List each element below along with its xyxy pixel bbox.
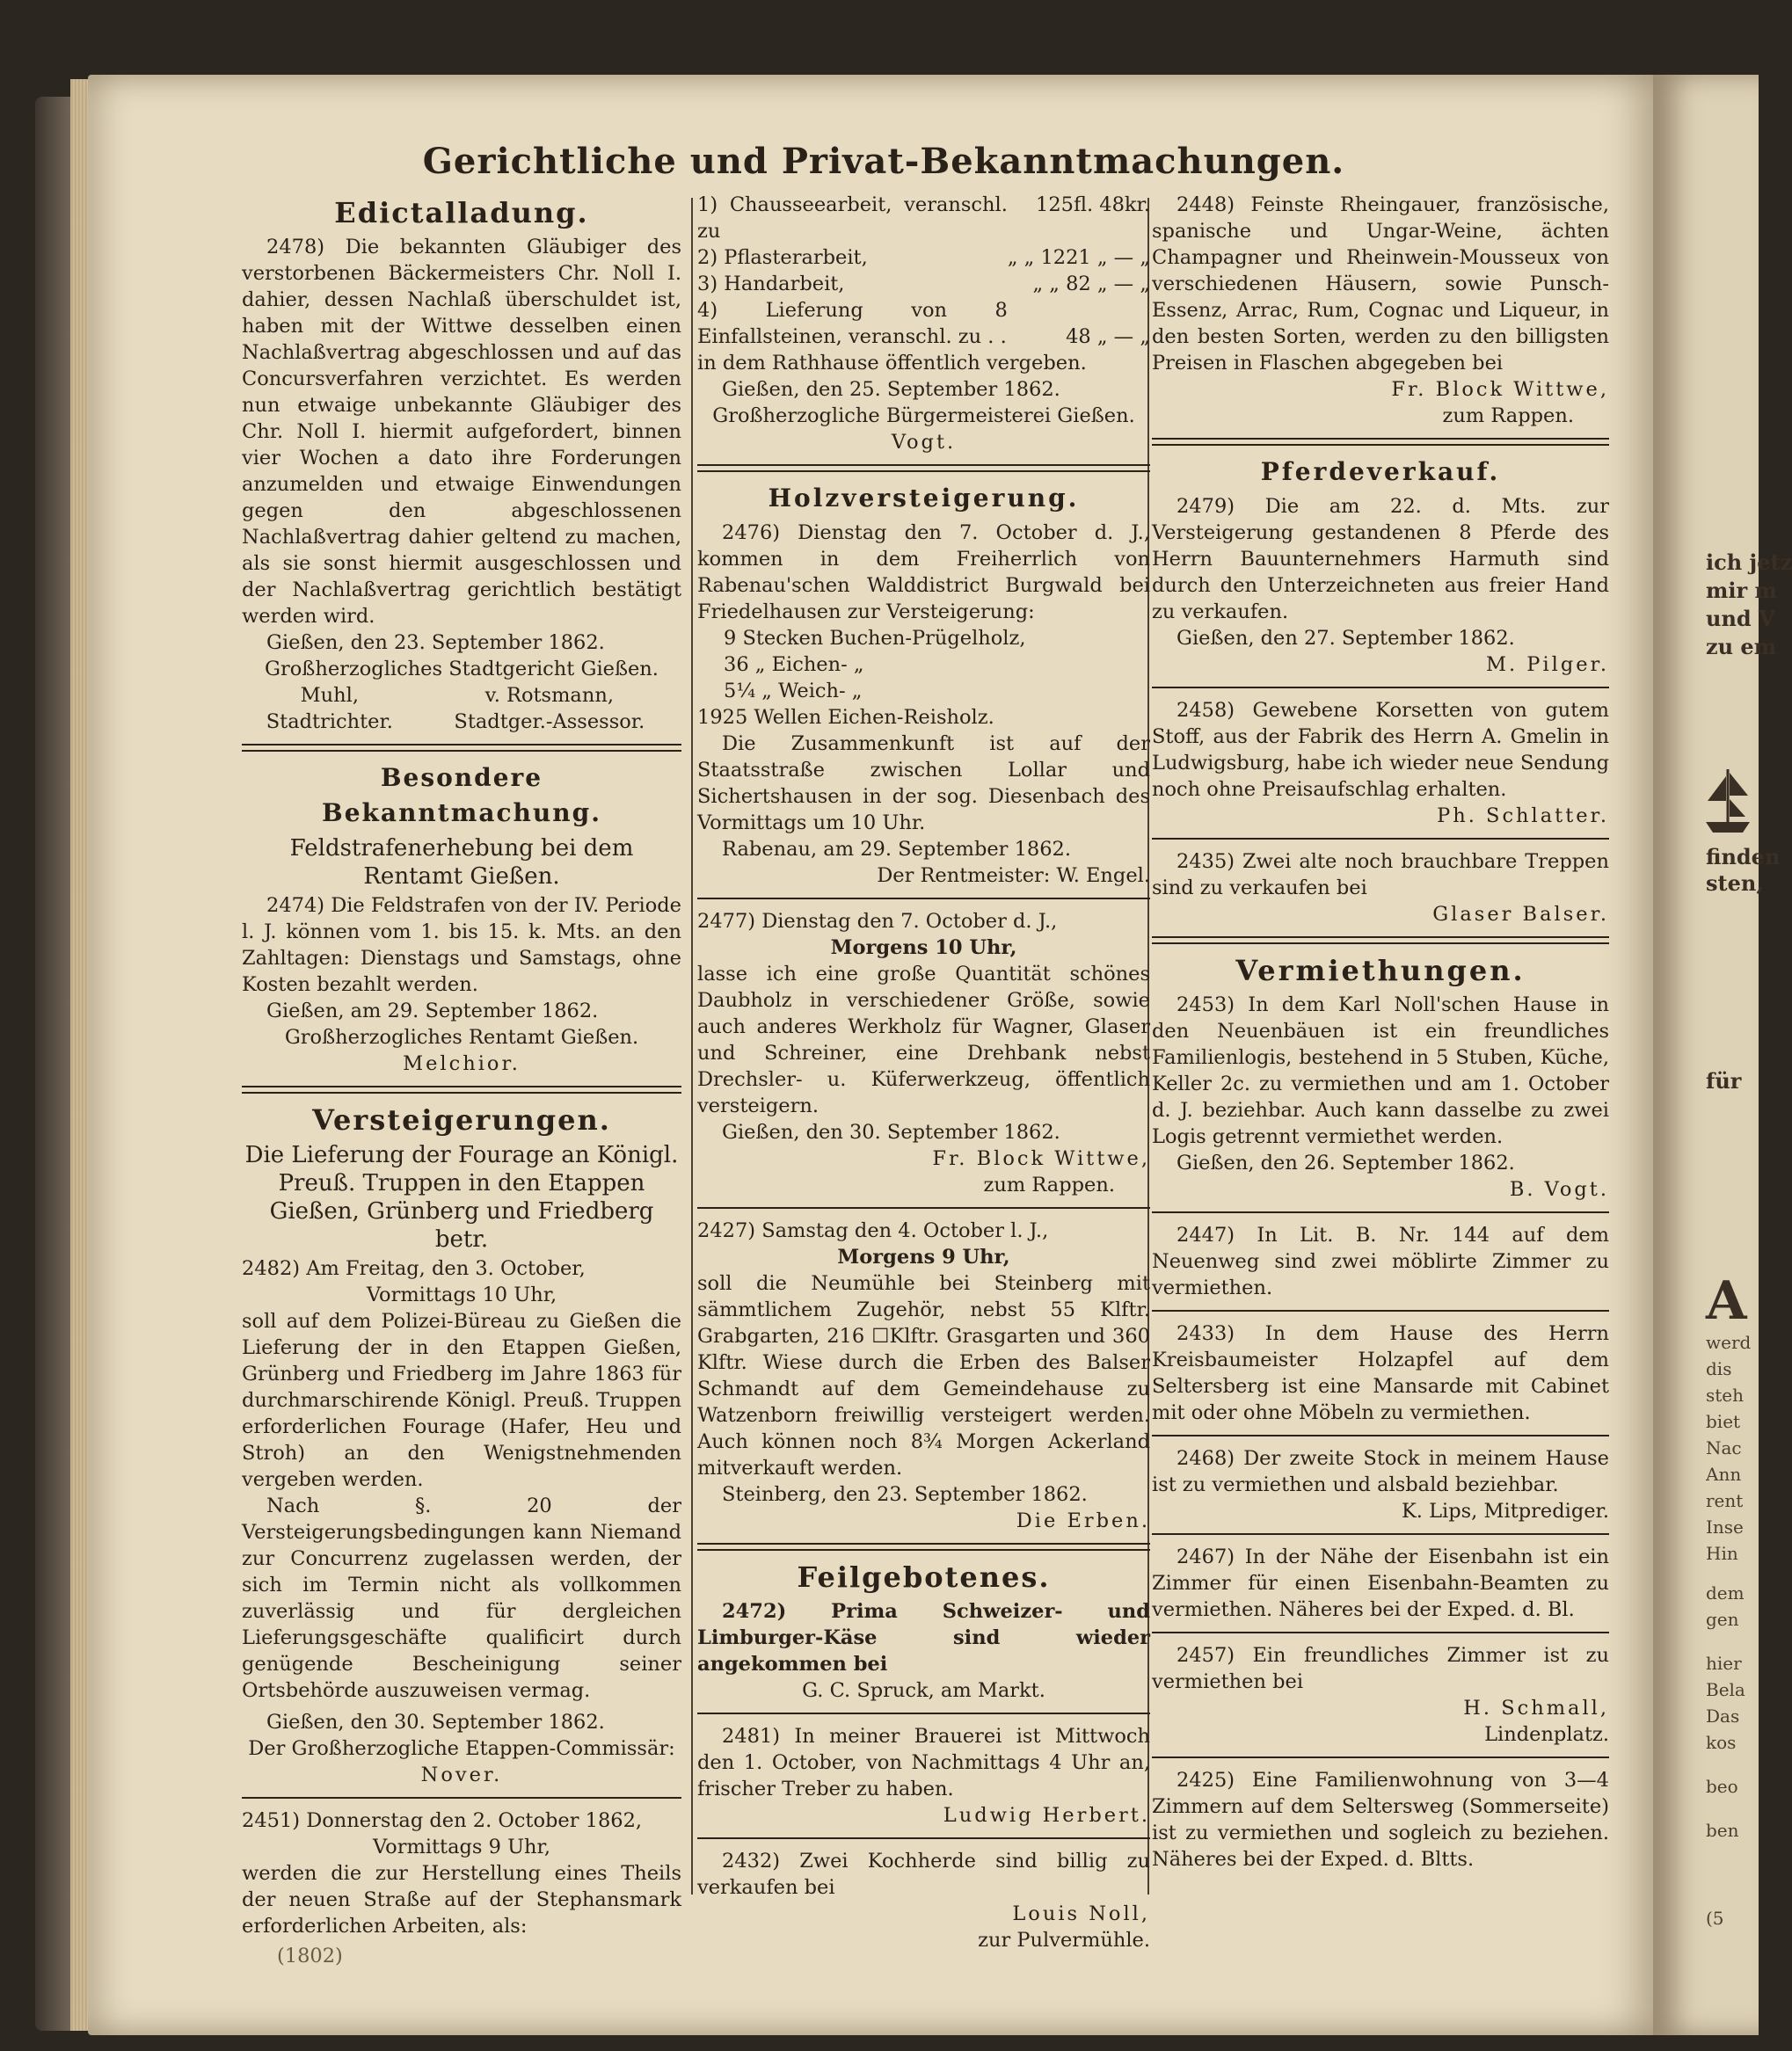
- divider: [1152, 1756, 1609, 1758]
- next-page-fragment: ich jetz: [1706, 549, 1792, 575]
- works-row: [697, 297, 1150, 350]
- notice-body: 2448) Feinste Rheingauer, französische, spanische und Ungar-Weine, ächten Champagner und Rheinwein-Mousseux von verschiedenen Häusern, sowie Punsch-Essenz, Arrac, Rum, Cognac und Liqueur, in den besten Sorten, werden zu den billigsten Preisen in Flaschen abgegeben bei: [1152, 193, 1609, 375]
- notice-signer: Nover.: [420, 1764, 503, 1786]
- signer-name: Muhl,: [300, 684, 360, 707]
- next-page-fragment: mir m: [1706, 578, 1777, 603]
- column-middle: [697, 192, 1150, 1953]
- wood-auction-notice: [697, 481, 1150, 889]
- notice-signer: G. C. Spruck, am Markt.: [802, 1679, 1045, 1702]
- works-label: 3) Handarbeit,: [697, 273, 845, 295]
- notice-office: Der Großherzogliche Etappen-Commissär:: [248, 1737, 675, 1760]
- works-row: [697, 271, 1150, 297]
- section-heading: Vermiethungen.: [1235, 954, 1526, 987]
- notice-date: Gießen, den 25. September 1862.: [722, 378, 1060, 401]
- ship-icon: [1697, 760, 1759, 840]
- divider: [697, 1713, 1150, 1714]
- works-table: [697, 192, 1150, 350]
- notice-body: 2433) In dem Hause des Herrn Kreisbaumeister Holzapfel auf dem Seltersberg ist eine Mansarde mit Cabinet mit oder ohne Möbeln zu vermiethen.: [1152, 1322, 1609, 1424]
- notice-body: 2478) Die bekannten Gläubiger des verstorbenen Bäckermeisters Chr. Noll I. dahier, dessen Nachlaß überschuldet ist, haben mit der Wittwe desselben einen Nachlaßvertrag abgeschlossen und auf das Concursverfahren verzichtet. Es werden nun etwaige unbekannte Gläubiger des Chr. Noll I. hiermit aufgefordert, binnen vier Wochen a dato ihre Forderungen anzumelden und etwaige Einwendungen gegen den abgeschlossenen Nachlaßvertrag dahier geltend zu machen, als sie sonst hiermit ausgeschlossen und der Nachlaßvertrag gerichtlich bestätigt werden wird.: [242, 236, 681, 628]
- column-left: [242, 192, 681, 1969]
- next-page-fragment: dis: [1706, 1358, 1732, 1379]
- wood-item: 5¼ „ Weich- „: [724, 680, 863, 702]
- auctions-notice: [242, 1102, 681, 1788]
- corsets-notice: [1152, 697, 1609, 829]
- next-page-fragment: rent: [1706, 1490, 1744, 1511]
- next-page-fragment: steh: [1706, 1385, 1745, 1406]
- notice-body: 2467) In der Nähe der Eisenbahn ist ein Zimmer für einen Eisenbahn-Beamten zu vermiethen. Näheres bei der Exped. d. Bl.: [1152, 1546, 1609, 1621]
- notice-body: 2476) Dienstag den 7. October d. J., kommen in dem Freiherrlich von Rabenau'schen Walddistrict Burgwald bei Friedelhausen zur Versteigerung:: [697, 521, 1150, 623]
- notice-body: soll auf dem Polizei-Büreau zu Gießen die Lieferung der in den Etappen Gießen, Grünberg und Friedberg im Jahre 1863 für durchmarschirende Königl. Preuß. Truppen erforderlichen Fourage (Hafer, Heu und Stroh) an den Wenigstnehmenden vergeben werden.: [242, 1310, 681, 1491]
- notice-signer: H. Schmall,: [1463, 1697, 1609, 1720]
- notice-signer: Ph. Schlatter.: [1437, 804, 1609, 827]
- for-sale-section: [697, 1560, 1150, 1953]
- divider: [242, 1086, 681, 1094]
- notice-intro: 2482) Am Freitag, den 3. October,: [242, 1257, 586, 1280]
- wood-item: 9 Stecken Buchen-Prügelholz,: [724, 627, 1026, 650]
- next-page-fragment: zu em: [1706, 634, 1777, 659]
- notice-body: 2447) In Lit. B. Nr. 144 auf dem Neuenweg sind zwei möblirte Zimmer zu vermiethen.: [1152, 1224, 1609, 1299]
- notice-signer: Ludwig Herbert.: [943, 1804, 1150, 1827]
- notice-signer-address: zur Pulvermühle.: [978, 1929, 1150, 1952]
- works-row: [697, 192, 1150, 244]
- daubholz-notice: [697, 908, 1150, 1198]
- notice-signer: K. Lips, Mitprediger.: [1401, 1500, 1609, 1523]
- notice-body: 2457) Ein freundliches Zimmer ist zu vermiethen bei: [1152, 1644, 1609, 1693]
- divider: [1152, 1533, 1609, 1535]
- notice-date: Gießen, den 23. September 1862.: [266, 631, 605, 654]
- notice-signer: Melchior.: [403, 1052, 521, 1075]
- next-page-fragment: Hin: [1706, 1543, 1738, 1564]
- section-heading: Holzversteigerung.: [768, 484, 1080, 513]
- notice-signer: Louis Noll,: [1012, 1902, 1150, 1925]
- works-label: 1) Chausseearbeit, veranschl. zu: [697, 193, 1008, 243]
- section-heading: Feilgebotenes.: [797, 1560, 1051, 1594]
- works-price: 125fl. 48kr.: [1036, 193, 1150, 216]
- notice-body: 2474) Die Feldstrafen von der IV. Periode l. J. können vom 1. bis 15. k. Mts. an den Zahltagen: Dienstags und Samstags, ohne Kosten bezahlt werden.: [242, 894, 681, 996]
- notice-date: Rabenau, am 29. September 1862.: [722, 838, 1071, 861]
- notice-signer: B. Vogt.: [1509, 1178, 1609, 1201]
- next-page-fragment: beo: [1706, 1776, 1738, 1797]
- next-page-fragment: Bela: [1706, 1679, 1745, 1700]
- column-right: [1152, 192, 1609, 1873]
- next-page-fragment: A: [1706, 1270, 1747, 1332]
- notice-time: Morgens 10 Uhr,: [830, 936, 1017, 959]
- works-list: [697, 192, 1150, 455]
- notice-intro: 2477) Dienstag den 7. October d. J.,: [697, 910, 1058, 933]
- wood-item: 1925 Wellen Eichen-Reisholz.: [697, 706, 994, 729]
- next-page-fragment: Inse: [1706, 1516, 1744, 1538]
- divider: [697, 464, 1150, 472]
- next-page-fragment: werd: [1706, 1332, 1752, 1353]
- section-subheading: Feldstrafenerhebung bei dem Rentamt Gießen.: [289, 835, 634, 890]
- notice-body: in dem Rathhause öffentlich vergeben.: [697, 352, 1087, 375]
- horse-sale-notice: [1152, 455, 1609, 678]
- divider: [1152, 838, 1609, 840]
- notice-office: Großherzogliche Bürgermeisterei Gießen.: [712, 404, 1135, 427]
- next-page-fragment: ben: [1706, 1820, 1739, 1841]
- page-number: (1802): [277, 1945, 343, 1967]
- next-page-fragment: gen: [1706, 1609, 1739, 1630]
- next-page-fragment: und V: [1706, 606, 1775, 631]
- works-label: 4) Lieferung von 8 Einfallsteinen, veranschl. zu . .: [697, 299, 1008, 348]
- notice-date: Steinberg, den 23. September 1862.: [722, 1483, 1088, 1506]
- next-page-fragment: finden: [1706, 844, 1781, 869]
- divider: [1152, 1632, 1609, 1633]
- next-page-fragment: dem: [1706, 1582, 1745, 1604]
- notice-date: Gießen, den 26. September 1862.: [1176, 1152, 1515, 1175]
- works-label: 2) Pflasterarbeit,: [697, 246, 868, 269]
- divider: [697, 1543, 1150, 1551]
- next-page-fragment: Das: [1706, 1706, 1740, 1727]
- works-row: [697, 244, 1150, 271]
- wood-item: 36 „ Eichen- „: [724, 653, 864, 676]
- section-subheading: Die Lieferung der Fourage an Königl. Preuß. Truppen in den Etappen Gießen, Grünberg und Friedberg betr.: [244, 1142, 679, 1253]
- section-heading: Besondere Bekanntmachung.: [322, 763, 601, 827]
- works-price: „ „ 82 „ — „: [1032, 273, 1150, 295]
- next-page-fragment: biet: [1706, 1411, 1741, 1432]
- divider: [1152, 1435, 1609, 1436]
- stairs-notice: [1152, 848, 1609, 927]
- notice-body: Die Zusammenkunft ist auf der Staatsstraße zwischen Lollar und Sichertshausen in der sog. Diesenbach des Vormittags um 10 Uhr.: [697, 732, 1150, 834]
- special-notice: [242, 760, 681, 1077]
- notice-office: Großherzogliches Rentamt Gießen.: [284, 1026, 639, 1049]
- notice-signer: Die Erben.: [1016, 1509, 1150, 1532]
- edictal-notice: [242, 195, 681, 735]
- divider: [697, 1207, 1150, 1209]
- notice-date: Gießen, am 29. September 1862.: [266, 1000, 599, 1022]
- notice-time: Morgens 9 Uhr,: [837, 1246, 1010, 1269]
- notice-body: 2468) Der zweite Stock in meinem Hause ist zu vermiethen und alsbald beziehbar.: [1152, 1447, 1609, 1496]
- divider: [1152, 438, 1609, 446]
- next-page-fragment: Ann: [1706, 1464, 1742, 1485]
- divider: [242, 1797, 681, 1799]
- notice-time: Vormittags 10 Uhr,: [366, 1284, 557, 1306]
- signature-table: [242, 682, 681, 735]
- notice-date: Gießen, den 30. September 1862.: [722, 1121, 1060, 1144]
- notice-body: 2453) In dem Karl Noll'schen Hause in den Neuenbäuen ist ein freundliches Familienlogis, bestehend in 5 Stuben, Küche, Keller 2c. zu vermiethen und am 1. October d. J. beziehbar. Auch kann dasselbe zu zwei Logis getrennt vermiethet werden.: [1152, 993, 1609, 1148]
- next-page-fragment: kos: [1706, 1732, 1737, 1753]
- works-price: „ „ 1221 „ — „: [1007, 246, 1150, 269]
- notice-time: Vormittags 9 Uhr,: [373, 1836, 550, 1858]
- notice-signer: Vogt.: [891, 431, 957, 454]
- rentals-section: [1152, 953, 1609, 1873]
- notice-body: 2479) Die am 22. d. Mts. zur Versteigerung gestandenen 8 Pferde des Herrn Bauunternehmers Harmuth sind durch den Unterzeichneten aus freier Hand zu verkaufen.: [1152, 495, 1609, 623]
- signer-title: Stadtrichter.: [266, 710, 393, 733]
- notice-date: Gießen, den 30. September 1862.: [266, 1711, 605, 1734]
- column-divider: [691, 198, 693, 1895]
- next-page-fragment: sten,: [1706, 870, 1764, 896]
- notice-body: 2425) Eine Familienwohnung von 3—4 Zimmern auf dem Seltersweg (Sommerseite) ist zu vermiethen und sogleich zu beziehen. Näheres bei der Exped. d. Bltts.: [1152, 1769, 1609, 1871]
- next-page-fragment: hier: [1706, 1653, 1742, 1674]
- notice-signer: M. Pilger.: [1485, 653, 1609, 676]
- notice-signer-address: zum Rappen.: [1442, 404, 1574, 427]
- signer-name: v. Rotsmann,: [484, 684, 614, 707]
- adjacent-page: [1653, 75, 1792, 2035]
- divider: [1152, 936, 1609, 944]
- notice-intro: 2427) Samstag den 4. October l. J.,: [697, 1219, 1049, 1242]
- notice-signer: Fr. Block Wittwe,: [932, 1147, 1150, 1170]
- notice-body: 2458) Gewebene Korsetten von gutem Stoff, aus der Fabrik des Herrn A. Gmelin in Ludwigsburg, habe ich wieder neue Sendung noch ohne Preisaufschlag erhalten.: [1152, 699, 1609, 801]
- mill-auction-notice: [697, 1218, 1150, 1534]
- section-heading: Edictalladung.: [334, 196, 589, 229]
- notice-body: 2472) Prima Schweizer- und Limburger-Käse sind wieder angekommen bei: [697, 1600, 1150, 1676]
- page-title: Gerichtliche und Privat-Bekanntmachungen.: [422, 141, 1345, 182]
- section-heading: Pferdeverkauf.: [1260, 457, 1501, 486]
- signer-title: Stadtger.-Assessor.: [454, 710, 645, 733]
- notice-body: 2481) In meiner Brauerei ist Mittwoch den 1. October, von Nachmittags 4 Uhr an, frischer Treber zu haben.: [697, 1725, 1150, 1800]
- section-heading: Versteigerungen.: [312, 1103, 611, 1137]
- works-price: 48 „ — „: [1066, 325, 1150, 348]
- notice-signer-address: zum Rappen.: [983, 1174, 1115, 1196]
- notice-signer: Der Rentmeister: W. Engel.: [877, 864, 1150, 887]
- notice-intro: 2451) Donnerstag den 2. October 1862,: [242, 1809, 643, 1832]
- divider: [1152, 1211, 1609, 1213]
- notice-body: Nach §. 20 der Versteigerungsbedingungen kann Niemand zur Concurrenz zugelassen werden, der sich im Termin nicht als vollkommen zuverlässig und für dergleichen Lieferungsgeschäfte qualificirt durch genügende Bescheinigung seiner Ortsbehörde auszuweisen vermag.: [242, 1495, 681, 1702]
- notice-body: lasse ich eine große Quantität schönes Daubholz in verschiedener Größe, sowie auch anderes Werkholz für Wagner, Glaser und Schreiner, eine Drehbank nebst Drechsler- u. Küferwerkzeug, öffentlich versteigern.: [697, 963, 1150, 1117]
- next-page-fragment: (5: [1706, 1908, 1724, 1929]
- divider: [697, 1837, 1150, 1839]
- divider: [1152, 1310, 1609, 1312]
- next-page-fragment: Nac: [1706, 1437, 1742, 1458]
- notice-signer-address: Lindenplatz.: [1484, 1723, 1609, 1746]
- notice-office: Großherzogliches Stadtgericht Gießen.: [265, 658, 659, 680]
- notice-body: werden die zur Herstellung eines Theils der neuen Straße auf der Stephansmark erforderlichen Arbeiten, als:: [242, 1862, 681, 1938]
- notice-body: 2435) Zwei alte noch brauchbare Treppen sind zu verkaufen bei: [1152, 850, 1609, 899]
- notice-signer: Fr. Block Wittwe,: [1391, 378, 1609, 401]
- notice-body: 2432) Zwei Kochherde sind billig zu verkaufen bei: [697, 1850, 1150, 1899]
- divider: [697, 898, 1150, 899]
- divider: [1152, 687, 1609, 688]
- notice-date: Gießen, den 27. September 1862.: [1176, 627, 1515, 650]
- wine-notice: [1152, 192, 1609, 429]
- divider: [242, 744, 681, 752]
- notice-signer: Glaser Balser.: [1432, 903, 1609, 926]
- road-works-notice: [242, 1807, 681, 1939]
- next-page-fragment: für: [1706, 1068, 1742, 1094]
- notice-body: soll die Neumühle bei Steinberg mit sämmtlichem Zugehör, nebst 55 Klftr. Grabgarten, 216 ☐Klftr. Grasgarten und 360 Klftr. Wiese durch die Erben des Balser Schmandt auf dem Gemeindehause zu Watzenborn freiwillig versteigert werden. Auch können noch 8¾ Morgen Ackerland mitverkauft werden.: [697, 1272, 1150, 1480]
